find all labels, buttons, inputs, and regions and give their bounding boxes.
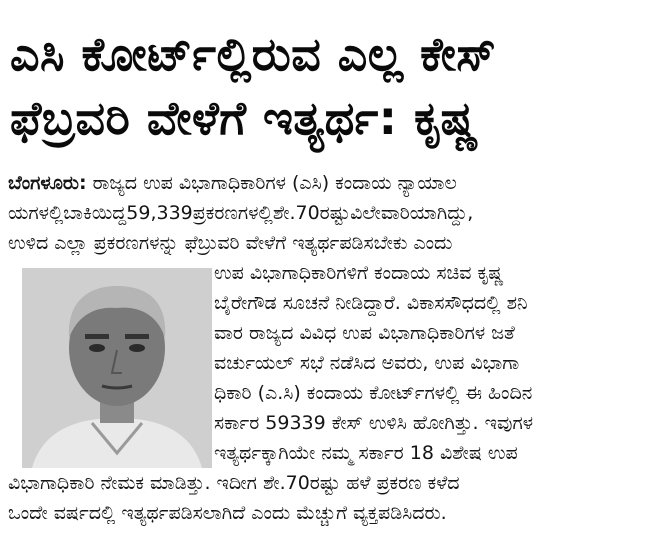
headline [10, 22, 650, 150]
article-line-9: ಸರ್ಕಾರ 59339 ಕೇಸ್ ಉಳಿಸಿ ಹೋಗಿತ್ತು. ಇವುಗಳ [214, 412, 534, 434]
article-line-12: ಒಂದೇ ವರ್ಷದಲ್ಲಿ ಇತ್ಯರ್ಥಪಡಿಸಲಾಗಿದೆ ಎಂದು ಮೆಚ್ಚುಗೆ ವ್ಯಕ್ತಪಡಿಸಿದರು. [8, 502, 447, 524]
article-line-1-text: ರಾಜ್ಯದ ಉಪ ವಿಭಾಗಾಧಿಕಾರಿಗಳ (ಎಸಿ) ಕಂದಾಯ ನ್ಯಾಯಾಲ [86, 172, 457, 194]
portrait-photo-icon [22, 268, 212, 468]
article-line-3: ಉಳಿದ ಎಲ್ಲಾ ಪ್ರಕರಣಗಳನ್ನು ಫೆಬ್ರುವರಿ ವೇಳೆಗೆ ಇತ್ಯರ್ಥಪಡಿಸಬೇಕು ಎಂದು [8, 232, 453, 254]
article-line-8: ಧಿಕಾರಿ (ಎ.ಸಿ) ಕಂದಾಯ ಕೋರ್ಟ್‌ಗಳಲ್ಲಿ ಈ ಹಿಂದಿನ [214, 382, 533, 404]
article-line-1 [8, 168, 648, 198]
headline-line-2: ಫೆಬ್ರವರಿ ವೇಳೆಗೆ ಇತ್ಯರ್ಥ: ಕೃಷ್ಣ [10, 91, 479, 145]
article-line-2: ಯಗಳಲ್ಲಿಬಾಕಿಯಿದ್ದ59,339ಪ್ರಕರಣಗಳಲ್ಲಿಶೇ.70ರಷ್ಟುವಿಲೇವಾರಿಯಾಗಿದ್ದು, [8, 202, 474, 224]
dateline: ಬೆಂಗಳೂರು: [8, 172, 87, 194]
article-line-7: ವರ್ಚುಯಲ್ ಸಭೆ ನಡೆಸಿದ ಅವರು, ಉಪ ವಿಭಾಗಾ [214, 352, 520, 374]
article-line-4: ಉಪ ವಿಭಾಗಾಧಿಕಾರಿಗಳಿಗೆ ಕಂದಾಯ ಸಚಿವ ಕೃಷ್ಣ [214, 262, 504, 284]
article-line-5: ಬೈರೇಗೌಡ ಸೂಚನೆ ನೀಡಿದ್ದಾರೆ. ವಿಕಾಸಸೌಧದಲ್ಲಿ ಶನಿ [214, 292, 528, 314]
article-line-10: ಇತ್ಯರ್ಥಕ್ಕಾಗಿಯೇ ನಮ್ಮ ಸರ್ಕಾರ 18 ವಿಶೇಷ ಉಪ [214, 442, 518, 464]
headline-line-1: ಎಸಿ ಕೋರ್ಟ್‌ಲ್ಲಿರುವ ಎಲ್ಲ ಕೇಸ್ [10, 27, 497, 81]
portrait-photo [22, 268, 212, 468]
article-line-11: ವಿಭಾಗಾಧಿಕಾರಿ ನೇಮಕ ಮಾಡಿತ್ತು. ಇದೀಗ ಶೇ.70ರಷ್ಟು ಹಳೆ ಪ್ರಕರಣ ಕಳೆದ [8, 472, 460, 494]
article-line-6: ವಾರ ರಾಜ್ಯದ ವಿವಿಧ ಉಪ ವಿಭಾಗಾಧಿಕಾರಿಗಳ ಜತೆ [214, 322, 515, 344]
